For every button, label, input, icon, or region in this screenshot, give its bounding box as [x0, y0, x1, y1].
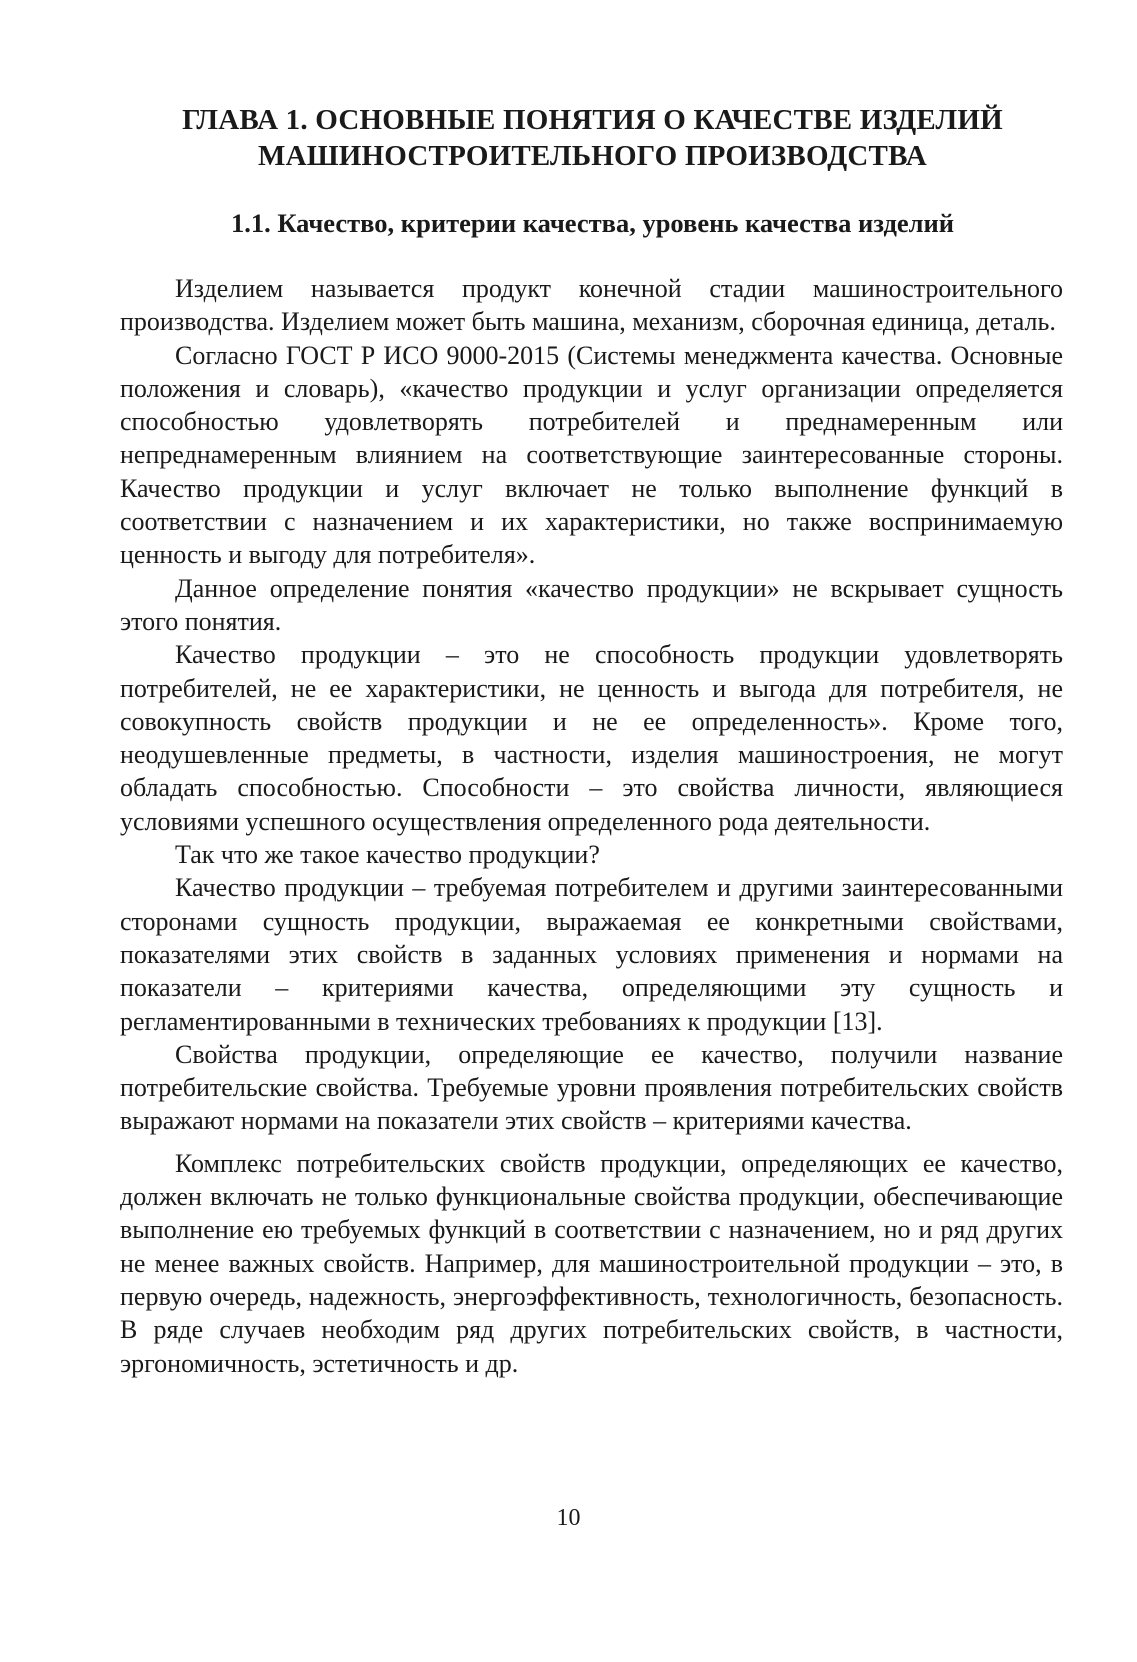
chapter-title-line-1: ГЛАВА 1. ОСНОВНЫЕ ПОНЯТИЯ О КАЧЕСТВЕ ИЗДЕЛИЙ [182, 104, 1003, 136]
paragraph-2: Согласно ГОСТ Р ИСО 9000-2015 (Системы менеджмента качества. Основные положения и словарь), «качество продукции и услуг организации определяется способностью удовлетворять потребителей и преднамеренным или непреднамеренным влиянием на соответствующие заинтересованные стороны. Качество продукции и услуг включает не только выполнение функций в соответствии с назначением и их характеристики, но также воспринимаемую ценность и выгоду для потребителя». [120, 340, 1063, 570]
paragraph-1: Изделием называется продукт конечной стадии машиностроительного производства. Изделием может быть машина, механизм, сборочная единица, деталь. [120, 274, 1063, 337]
paragraph-4: Качество продукции – это не способность продукции удовлетворять потребителей, не ее характеристики, не ценность и выгода для потребителя, не совокупность свойств продукции и не ее определенность». Кроме того, неодушевленные предметы, в частности, изделия машиностроения, не могут обладать способностью. Способности – это свойства личности, являющиеся условиями успешного осуществления определенного рода деятельности. [120, 640, 1063, 836]
paragraph-5: Так что же такое качество продукции? [175, 840, 600, 870]
body-text [120, 272, 1063, 1380]
paragraph-6: Качество продукции – требуемая потребителем и другими заинтересованными сторонами сущность продукции, выражаемая ее конкретными свойствами, показателями этих свойств в заданных условиях применения и нормами на показатели – критериями качества, определяющими эту сущность и регламентированными в технических требованиях к продукции [13]. [120, 873, 1063, 1036]
section-title: 1.1. Качество, критерии качества, уровень качества изделий [230, 208, 955, 238]
page-number: 10 [556, 1505, 581, 1531]
chapter-title-line-2: МАШИНОСТРОИТЕЛЬНОГО ПРОИЗВОДСТВА [258, 140, 927, 172]
paragraph-3: Данное определение понятия «качество продукции» не вскрывает сущность этого понятия. [120, 573, 1063, 636]
chapter-title [120, 102, 1065, 174]
paragraph-8: Комплекс потребительских свойств продукции, определяющих ее качество, должен включать не только функциональные свойства продукции, обеспечивающие выполнение ею требуемых функций в соответствии с назначением, но и ряд других не менее важных свойств. Например, для машиностроительной продукции – это, в первую очередь, надежность, энергоэффективность, технологичность, безопасность. В ряде случаев необходим ряд других потребительских свойств, в частности, эргономичность, эстетичность и др. [120, 1148, 1063, 1378]
paragraph-7: Свойства продукции, определяющие ее качество, получили название потребительские свойства. Требуемые уровни проявления потребительских свойств выражают нормами на показатели этих свойств – критериями качества. [120, 1039, 1063, 1136]
